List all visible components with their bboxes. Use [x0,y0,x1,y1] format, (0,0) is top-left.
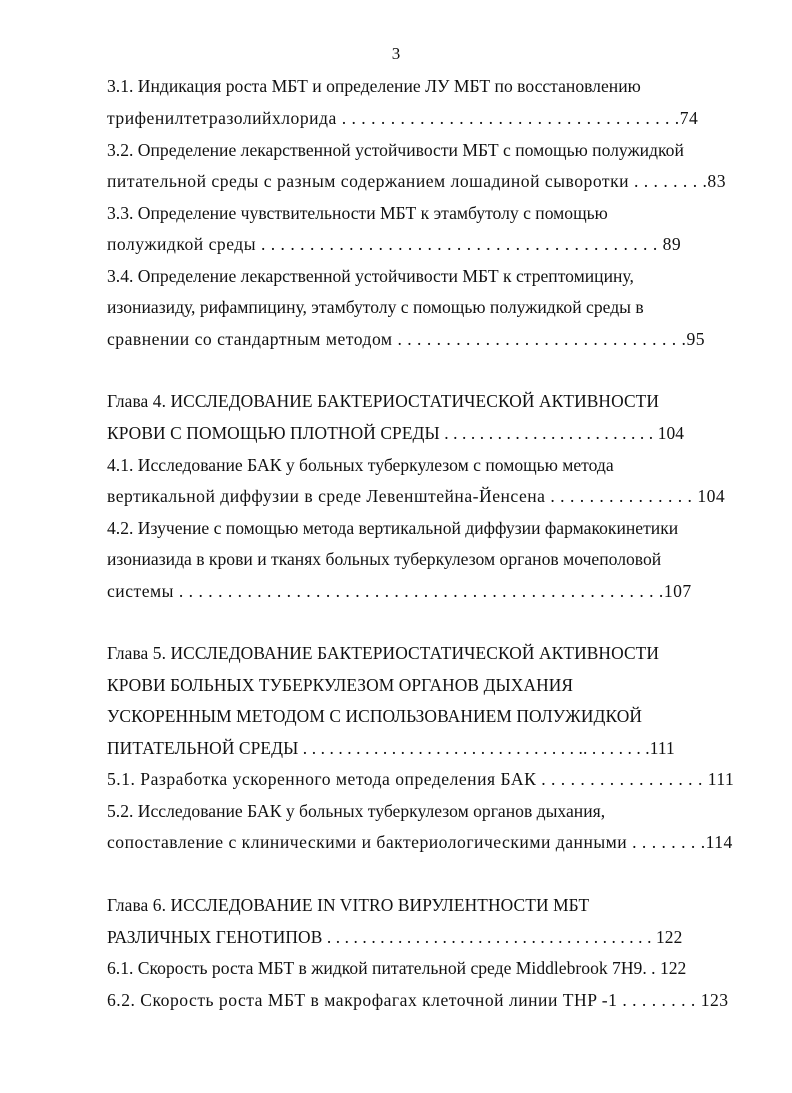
page-number: 3 [391,44,401,63]
toc-line-6-2: 6.2. Скорость роста МБТ в макрофагах клеточной линии THP -1 . . . . . . . . 123 [107,990,729,1010]
toc-chapter-4-b: КРОВИ С ПОМОЩЬЮ ПЛОТНОЙ СРЕДЫ . . . . . . . . . . . . . . . . . . . . . . . . 104 [107,423,685,443]
toc-chapter-5-d: ПИТАТЕЛЬНОЙ СРЕДЫ . . . . . . . . . . . . . . . . . . . . . . . . . . . . . . . .. . . . . . . .111 [107,738,675,758]
toc-chapter-4-a: Глава 4. ИССЛЕДОВАНИЕ БАКТЕРИОСТАТИЧЕСКОЙ АКТИВНОСТИ [107,391,660,411]
toc-line-3-2-a: 3.2. Определение лекарственной устойчивости МБТ с помощью полужидкой [107,140,684,160]
toc-line-3-3-a: 3.3. Определение чувствительности МБТ к этамбутолу с помощью [107,203,608,223]
toc-line-4-1-b: вертикальной диффузии в среде Левенштейна-Йенсена . . . . . . . . . . . . . . . 104 [107,486,726,506]
toc-chapter-5-b: КРОВИ БОЛЬНЫХ ТУБЕРКУЛЕЗОМ ОРГАНОВ ДЫХАНИЯ [107,675,574,695]
toc-line-4-1-a: 4.1. Исследование БАК у больных туберкулезом с помощью метода [107,455,614,475]
toc-line-5-2-a: 5.2. Исследование БАК у больных туберкулезом органов дыхания, [107,801,606,821]
toc-line-3-4-a: 3.4. Определение лекарственной устойчивости МБТ к стрептомицину, [107,266,634,286]
toc-line-5-2-b: сопоставление с клиническими и бактериологическими данными . . . . . . . .114 [107,832,733,852]
toc-line-3-3-b: полужидкой среды . . . . . . . . . . . . . . . . . . . . . . . . . . . . . . . . . . . . . . . . . 89 [107,234,682,254]
toc-line-3-1-a: 3.1. Индикация роста МБТ и определение ЛУ МБТ по восстановлению [107,76,641,96]
toc-chapter-6-a: Глава 6. ИССЛЕДОВАНИЕ IN VITRO ВИРУЛЕНТНОСТИ МБТ [107,895,590,915]
toc-line-3-4-c: сравнении со стандартным методом . . . . . . . . . . . . . . . . . . . . . . . . . . . . . .95 [107,329,706,349]
toc-chapter-6-b: РАЗЛИЧНЫХ ГЕНОТИПОВ . . . . . . . . . . . . . . . . . . . . . . . . . . . . . . . . . . . . . 122 [107,927,683,947]
toc-line-4-2-c: системы . . . . . . . . . . . . . . . . . . . . . . . . . . . . . . . . . . . . . . . . . . . . . . . . . .107 [107,581,692,601]
toc-line-5-1: 5.1. Разработка ускоренного метода определения БАК . . . . . . . . . . . . . . . . . 111 [107,769,735,789]
toc-line-4-2-a: 4.2. Изучение с помощью метода вертикальной диффузии фармакокинетики [107,518,679,538]
toc-line-3-2-b: питательной среды с разным содержанием лошадиной сыворотки . . . . . . . .83 [107,171,727,191]
toc-chapter-5-c: УСКОРЕННЫМ МЕТОДОМ С ИСПОЛЬЗОВАНИЕМ ПОЛУЖИДКОЙ [107,706,643,726]
toc-chapter-5-a: Глава 5. ИССЛЕДОВАНИЕ БАКТЕРИОСТАТИЧЕСКОЙ АКТИВНОСТИ [107,643,660,663]
toc-line-3-4-b: изониазиду, рифампицину, этамбутолу с помощью полужидкой среды в [107,297,644,317]
toc-line-3-1-b: трифенилтетразолийхлорида . . . . . . . . . . . . . . . . . . . . . . . . . . . . . . . . . . .74 [107,108,699,128]
toc-line-6-1: 6.1. Скорость роста МБТ в жидкой питательной среде Middlebrook 7H9. . 122 [107,958,687,978]
toc-line-4-2-b: изониазида в крови и тканях больных туберкулезом органов мочеполовой [107,549,662,569]
